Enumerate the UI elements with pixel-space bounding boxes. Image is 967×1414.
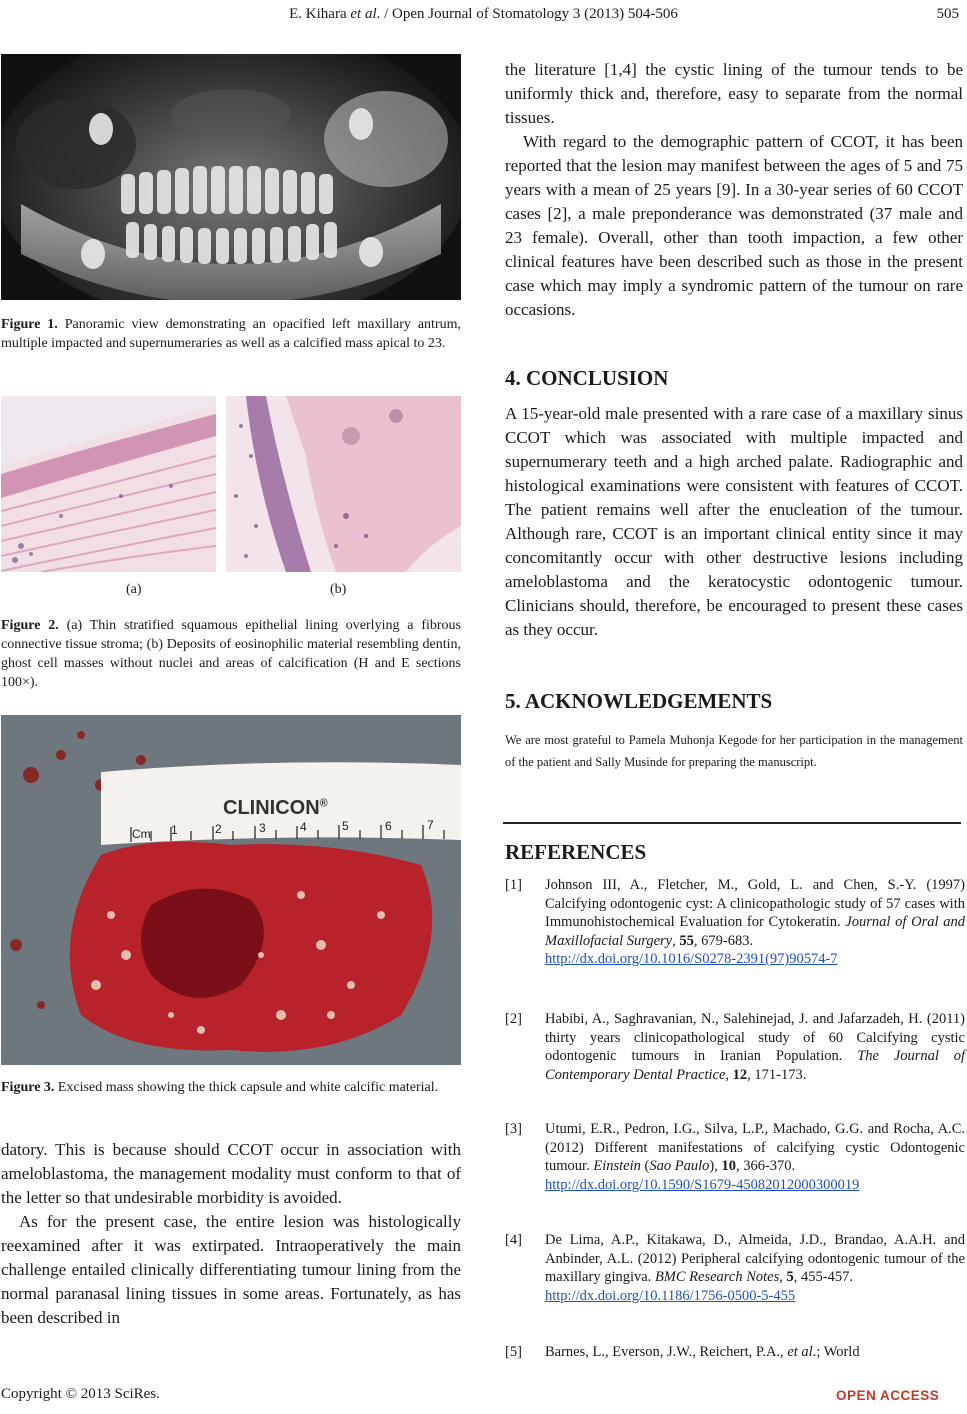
reference-item-5: [5] Barnes, L., Everson, J.W., Reichert, P.A., et al.; World [505, 1344, 860, 1360]
ruler-mark-1: 1 [171, 823, 178, 837]
figure-1-xray-image [1, 54, 461, 300]
figure-2a-label: (a) [126, 582, 142, 597]
figure-2-caption: Figure 2. (a) Thin stratified squamous epithelial lining overlying a fibrous connective tissue stroma; (b) Deposits of eosinophilic material resembling dentin, ghost cell masses without nuclei and areas of calcification (H and E sections 100×). [1, 618, 461, 690]
reference-item-3: [3] Utumi, E.R., Pedron, I.G., Silva, L.P., Machado, G.G. and Rocha, A.C. (2012) Different manifestations of calcifying cystic Odontogenic tumour. Einstein (Sao Paulo), 10, 366-370. http://dx.doi.org/10.1590/S1679-45082012000300019 [505, 1121, 965, 1193]
section-heading-references: REFERENCES [505, 840, 647, 864]
doi-link[interactable]: http://dx.doi.org/10.1186/1756-0500-5-455 [545, 1287, 796, 1304]
histology-panel-a [1, 396, 216, 572]
running-header [0, 6, 967, 28]
ruler-mark-2: 2 [215, 822, 222, 836]
open-access-badge: OPEN ACCESS [836, 1388, 940, 1403]
figure-1-caption: Figure 1. Panoramic view demonstrating an opacified left maxillary antrum, multiple impacted and supernumeraries as well as a calcified mass apical to 23. [1, 317, 461, 351]
section-heading-conclusion: 4. CONCLUSION [505, 366, 669, 390]
ruler-mark-3: 3 [259, 821, 266, 835]
left-column-body [1, 1138, 461, 1330]
figure-3-caption: Figure 3. Excised mass showing the thick capsule and white calcific material. [1, 1080, 439, 1095]
ruler-brand-label: CLINICON® [223, 797, 328, 819]
right-column-body [505, 58, 963, 322]
figure-2b-histology-image [226, 396, 461, 572]
figure-2a-histology-image [1, 396, 216, 572]
paragraph: datory. This is because should CCOT occur in association with ameloblastoma, the management modality must conform to that of the letter so that undesirable morbidity is avoided. [1, 1140, 461, 1207]
section-heading-acknowledgements: 5. ACKNOWLEDGEMENTS [505, 689, 773, 713]
ruler-mark-7: 7 [427, 818, 434, 832]
ruler-mark-5: 5 [342, 819, 349, 833]
copyright-footer: Copyright © 2013 SciRes. [1, 1386, 160, 1402]
conclusion-text: A 15-year-old male presented with a rare case of a maxillary sinus CCOT which was associated with multiple impacted and supernumerary teeth and a high arched palate. Radiographic and histological examinations were consistent with features of CCOT. The patient remains well after the enucleation of the tumour. Although rare, CCOT is an important clinical entity since it may concomitantly occur with other destructive lesions including ameloblastoma and the keratocystic odontogenic tumour. Clinicians should, therefore, be encouraged to present these cases as they occur. [505, 404, 963, 639]
header-citation: E. Kihara et al. / Open Journal of Stomatology 3 (2013) 504-506 [289, 6, 678, 22]
ruler-mark-4: 4 [300, 820, 307, 834]
panoramic-radiograph [1, 54, 461, 300]
ruler-unit-label: Cm [132, 827, 151, 841]
excised-mass-photo [1, 715, 461, 1065]
page-number: 505 [936, 6, 959, 22]
reference-item-4: [4] De Lima, A.P., Kitakawa, D., Almeida, J.D., Brandao, A.A.H. and Anbinder, A.L. (2012) Peripheral calcifying odontogenic tumour of the maxillary gingiva. BMC Research Notes, 5, 455-457. http://dx.doi.org/10.1186/1756-0500-5-455 [505, 1232, 965, 1304]
reference-item-1: [1] Johnson III, A., Fletcher, M., Gold, L. and Chen, S.-Y. (1997) Calcifying odontogenic cyst: A clinicopathologic study of 57 cases with Immunohistochemical Evaluation for Cytokeratin. Journal of Oral and Maxillofacial Surgery, 55, 679-683. http://dx.doi.org/10.1016/S0278-2391(97)90574-7 [505, 877, 965, 967]
acknowledgements-text: We are most grateful to Pamela Muhonja Kegode for her participation in the management of the patient and Sally Musinde for preparing the manuscript. [505, 733, 963, 769]
doi-link[interactable]: http://dx.doi.org/10.1590/S1679-45082012000300019 [545, 1176, 860, 1193]
figure-2b-label: (b) [330, 582, 347, 597]
ruler-mark-6: 6 [385, 819, 392, 833]
paragraph: the literature [1,4] the cystic lining of the tumour tends to be uniformly thick and, therefore, easy to separate from the normal tissues. [505, 60, 963, 127]
figure-3-photo-image [1, 715, 461, 1065]
section-divider [503, 822, 961, 824]
reference-item-2: [2] Habibi, A., Saghravanian, N., Salehinejad, J. and Jafarzadeh, H. (2011) thirty years clinicopathological study of 60 Calcifying cystic odontogenic tumours in Iranian Population. The Journal of Contemporary Dental Practice, 12, 171-173. [505, 1011, 965, 1083]
doi-link[interactable]: http://dx.doi.org/10.1016/S0278-2391(97)90574-7 [545, 951, 838, 967]
histology-panel-b [226, 396, 461, 572]
paragraph: As for the present case, the entire lesion was histologically reexamined after it was extirpated. Intraoperatively the main challenge entailed clinically differentiating tumour lining from the normal paranasal lining tissues in some areas. Fortunately, as has been described in [1, 1212, 461, 1327]
paragraph: With regard to the demographic pattern of CCOT, it has been reported that the lesion may manifest between the ages of 5 and 75 years with a mean of 25 years [9]. In a 30-year series of 60 CCOT cases [2], a male preponderance was demonstrated (37 male and 23 female). Overall, other than tooth impaction, a few other clinical features have been described such as those in the present case which may imply a syndromic pattern of the tumour on rare occasions. [505, 132, 963, 319]
